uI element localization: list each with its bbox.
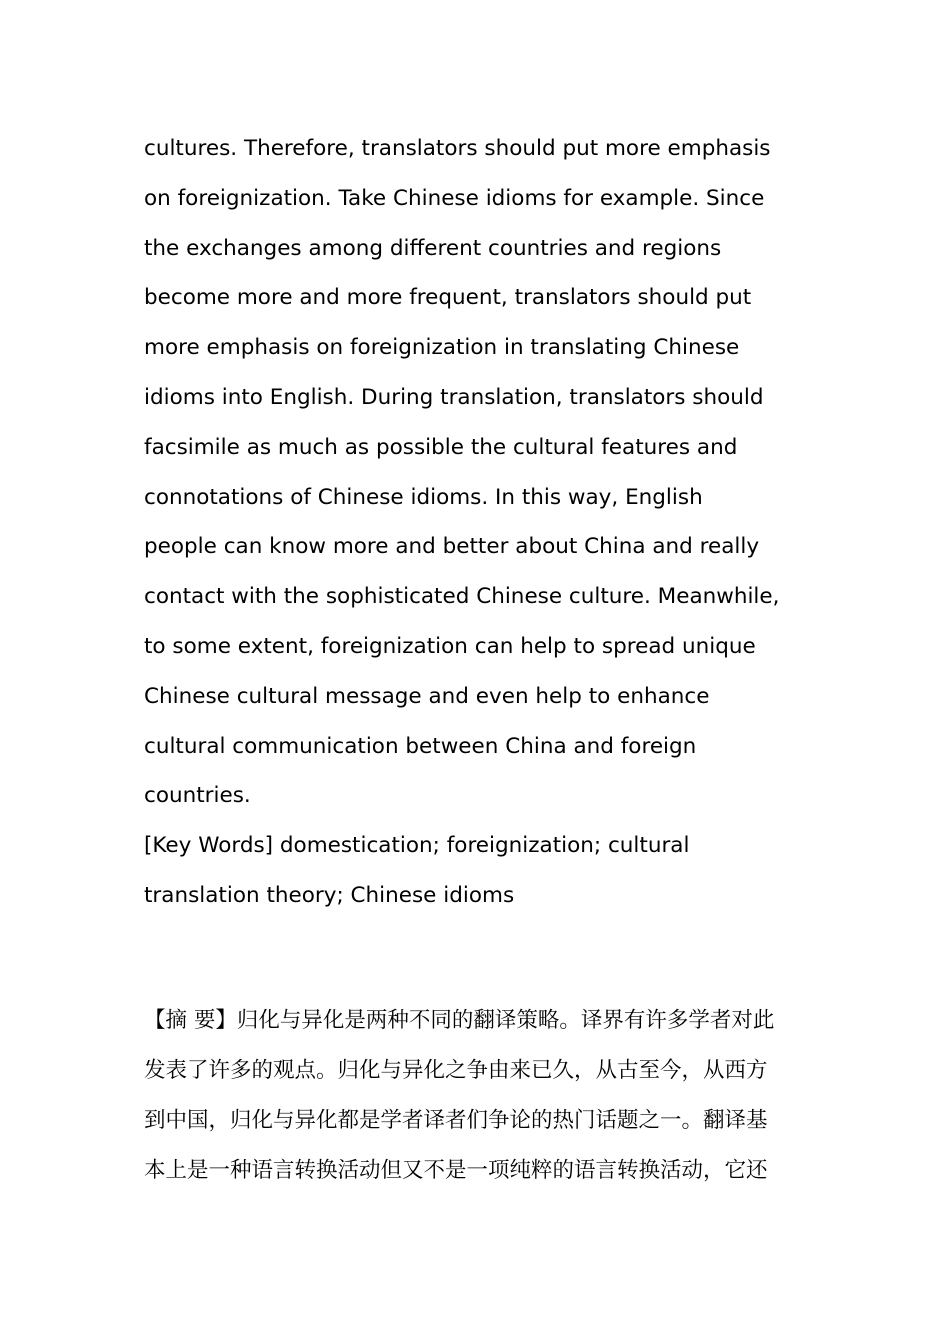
abstract-line: facsimile as much as possible the cultural features and: [144, 434, 738, 460]
keywords-line: translation theory; Chinese idioms: [144, 882, 515, 908]
abstract-line: become more and more frequent, translators should put: [144, 285, 752, 311]
abstract-line: cultures. Therefore, translators should put more emphasis: [144, 136, 771, 161]
keywords-line: [Key Words] domestication; foreignization; cultural: [144, 833, 690, 859]
abstract-line: idioms into English. During translation, translators should: [144, 384, 764, 410]
abstract-line: people can know more and better about China and really: [144, 534, 760, 560]
abstract-line: to some extent, foreignization can help to spread unique: [144, 633, 756, 659]
abstract-line: countries.: [144, 783, 251, 809]
abstract-line: on foreignization. Take Chinese idioms for example. Since: [144, 185, 765, 211]
chinese-abstract-line: 本上是一种语言转换活动但又不是一项纯粹的语言转换活动，它还: [144, 1158, 768, 1183]
chinese-abstract-line: 【摘 要】归化与异化是两种不同的翻译策略。译界有许多学者对此: [144, 1008, 775, 1033]
abstract-line: cultural communication between China and foreign: [144, 733, 697, 759]
abstract-line: contact with the sophisticated Chinese culture. Meanwhile,: [144, 584, 780, 610]
chinese-abstract-line: 到中国，归化与异化都是学者译者们争论的热门话题之一。翻译基: [144, 1108, 768, 1133]
abstract-line: more emphasis on foreignization in translating Chinese: [144, 335, 740, 361]
abstract-line: Chinese cultural message and even help to enhance: [144, 683, 710, 709]
english-abstract: [144, 124, 824, 921]
chinese-abstract-line: 发表了许多的观点。归化与异化之争由来已久，从古至今，从西方: [144, 1058, 768, 1083]
chinese-abstract: [144, 996, 824, 1196]
abstract-line: the exchanges among different countries and regions: [144, 235, 722, 261]
abstract-line: connotations of Chinese idioms. In this way, English: [144, 484, 703, 510]
